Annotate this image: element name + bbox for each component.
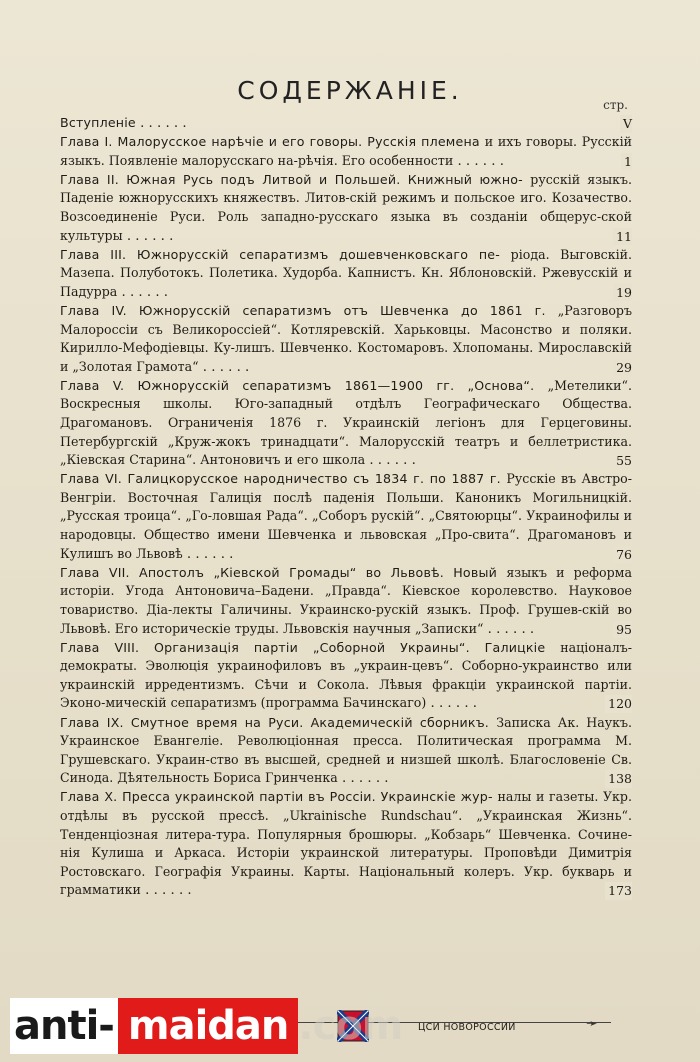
toc-entry [60, 377, 632, 470]
toc-entry [60, 714, 632, 788]
toc-entry [60, 302, 632, 376]
watermark-part3: .com [298, 1003, 403, 1049]
toc-entry-page-number: 76 [613, 546, 632, 564]
toc-entry-heading: Глава VI. Галицкорусское народничество съ 1834 г. по 1887 г. [60, 471, 501, 487]
watermark-part2: maidan [118, 998, 298, 1054]
toc-entry [60, 470, 632, 563]
toc-entry-page-number: 1 [621, 153, 632, 171]
page-column-label: стр. [603, 98, 628, 112]
leader-dots: . . . . . . [365, 453, 416, 469]
toc-entry-page-number: 29 [613, 359, 632, 377]
toc-entry [60, 639, 632, 713]
toc-entry-page-number: 11 [613, 228, 632, 246]
toc-entry-page-number: 120 [605, 695, 632, 713]
toc-entry-heading: Глава VII. Апостолъ „Кіевской Громады“ во Львовѣ. Новый [60, 564, 497, 580]
toc-entry-description: ріода. Выговскій. Мазепа. Полуботокъ. Полетика. Худорба. Капнистъ. Кн. Яблоновскій. Ржевусскій и Падурра [60, 246, 632, 299]
toc-entry-heading: Глава I. Малорусское нарѣчіе и его говоры. Русскія племена [60, 134, 480, 150]
toc-entry-heading: Глава IX. Смутное время на Руси. Академическій сборникъ. [60, 714, 490, 730]
toc-entry-page-number: 138 [605, 770, 632, 788]
toc-entry [60, 564, 632, 638]
leader-dots: . . . . . . [198, 359, 250, 375]
leader-dots: . . . . . . [426, 696, 478, 712]
toc-entry-description: языкъ и реформа исторіи. Угода Антоновича–Бадени. „Правда“. Кіевское королевство. Науковое товариство. Діа-лекты Галичины. Украинско-рускій языкъ. Проф. Грушев-скій во Львовѣ. Его историческіе труды. Львовскія научныя „Записки“ [60, 564, 632, 636]
toc-entry-page-number: 173 [605, 882, 632, 900]
toc-entry-heading: Глава II. Южная Русь подъ Литвой и Польшей. Книжный южно- [60, 171, 523, 187]
toc-entry-description: русскій языкъ. Паденіе южнорусскихъ княжествъ. Литов-скій режимъ и польское иго. Козачество. Возсоединеніе Руси. Роль западно-русскаго языка въ созданіи общерус-ской культуры [60, 171, 632, 243]
leader-dots: . . . . . . [182, 546, 234, 562]
toc-entry-page-number: V [620, 115, 632, 133]
toc-entry-heading: Глава IV. Южнорусскій сепаратизмъ отъ Шевченка до 1861 г. [60, 302, 546, 318]
toc-entry-page-number: 55 [613, 452, 632, 470]
toc-entry-description: и ихъ говоры. Русскій языкъ. Появленіе малорусскаго на-рѣчія. Его особенности [60, 134, 632, 168]
toc-entry [60, 171, 632, 245]
toc-entry-heading: Глава III. Южнорусскій сепаратизмъ дошевченковскаго пе- [60, 246, 500, 262]
toc-entry-description: Записка Ак. Наукъ. Украинское Евангеліе. Революціонная пресса. Политическая программа М. Грушевскаго. Украин-ство въ высшей, средней и низшей школѣ. Благословеніе Св. Синода. Дѣятельность Бориса Гринченка [60, 714, 632, 786]
toc-entry [60, 133, 632, 170]
page-title: СОДЕРЖАНІЕ. [237, 76, 463, 105]
toc-entry-heading: Глава VIII. Организація партіи „Соборной Украины“. Галицкіе [60, 639, 546, 655]
leader-dots: . . . . . . [337, 771, 389, 787]
toc-entry-page-number: 95 [613, 621, 632, 639]
toc-entry [60, 788, 632, 900]
toc-entry [60, 246, 632, 302]
leader-dots: . . . . . . [122, 228, 174, 244]
toc-entry-description: Русскіе въ Австро-Венгріи. Восточная Галиція послѣ паденія Польши. Каноникъ Могильницкій. „Русская троица“. „Го-ловшая Рада“. „Соборъ рускій“. „Святоюрцы“. Украинофилы и народовцы. Общество имени Шевченка и львовская „Про-свита“. Драгомановъ и Кулишъ во Львовѣ [60, 471, 633, 561]
watermark-part1: anti- [10, 998, 118, 1054]
leader-dots: . . . . . . [117, 284, 169, 300]
leader-dots: . . . . . . [453, 153, 504, 169]
toc-entry [60, 114, 632, 133]
leader-dots: . . . . . . [483, 621, 535, 637]
toc-entry-description: „Метелики“. Воскресныя школы. Юго-западный отдѣлъ Географическаго Общества. Драгомановъ. Ограниченія 1876 г. Украинскій легіонъ для Герцеговины. Петербургскій „Круж-жокъ тринадцати“. Малорусскій театръ и беллетристика. „Кіевская Старина“. Антоновичъ и его школа [60, 377, 632, 468]
arrow-icon: ➛ [586, 1016, 598, 1032]
toc-entry-heading: Глава V. Южнорусскій сепаратизмъ 1861—1900 гг. „Основа“. [60, 377, 535, 393]
footer-label: ЦСИ НОВОРОССИИ [418, 1022, 516, 1033]
toc-entry-heading: Вступленіе [60, 115, 136, 130]
leader-dots: . . . . . . [140, 883, 192, 899]
toc-entry-description: налы и газеты. Укр. отдѣлы въ русской прессѣ. „Ukrainische Rundschau“. „Украинская Жизнь“. Тенденціозная литера-тура. Популярныя брошюры. „Кобзарь“ Шевченка. Сочине-нія Кулиша и Аркаса. Исторіи украинской литературы. Проповѣди Димитрія Ростовскаго. Географія Украины. Карты. Національный колеръ. Укр. букварь и грамматики [60, 789, 632, 898]
watermark-logo [10, 996, 402, 1056]
toc-entry-page-number: 19 [613, 284, 632, 302]
leader-dots: . . . . . . [135, 116, 187, 131]
toc-entry-description: націоналъ-демократы. Эволюція украинофиловъ въ „украин-цевъ“. Соборно-украинство или украинскій ирредентизмъ. Сѣчи и Сокола. Лѣвыя фракціи украинской партіи. Эконо-мическій сепаратизмъ (программа Бачинскаго) [60, 639, 633, 711]
toc-entry-heading: Глава X. Пресса украинской партіи въ Россіи. Украинскіе жур- [60, 789, 493, 805]
toc-entry-description: „Разговоръ Малороссіи съ Великороссіей“. Котляревскій. Харьковцы. Масонство и поляки. Кирилло-Мефодіевцы. Ку-лишъ. Шевченко. Костомаровъ. Хлопоманы. Мирославскій и „Золотая Грамота“ [60, 302, 632, 374]
table-of-contents [60, 114, 632, 900]
